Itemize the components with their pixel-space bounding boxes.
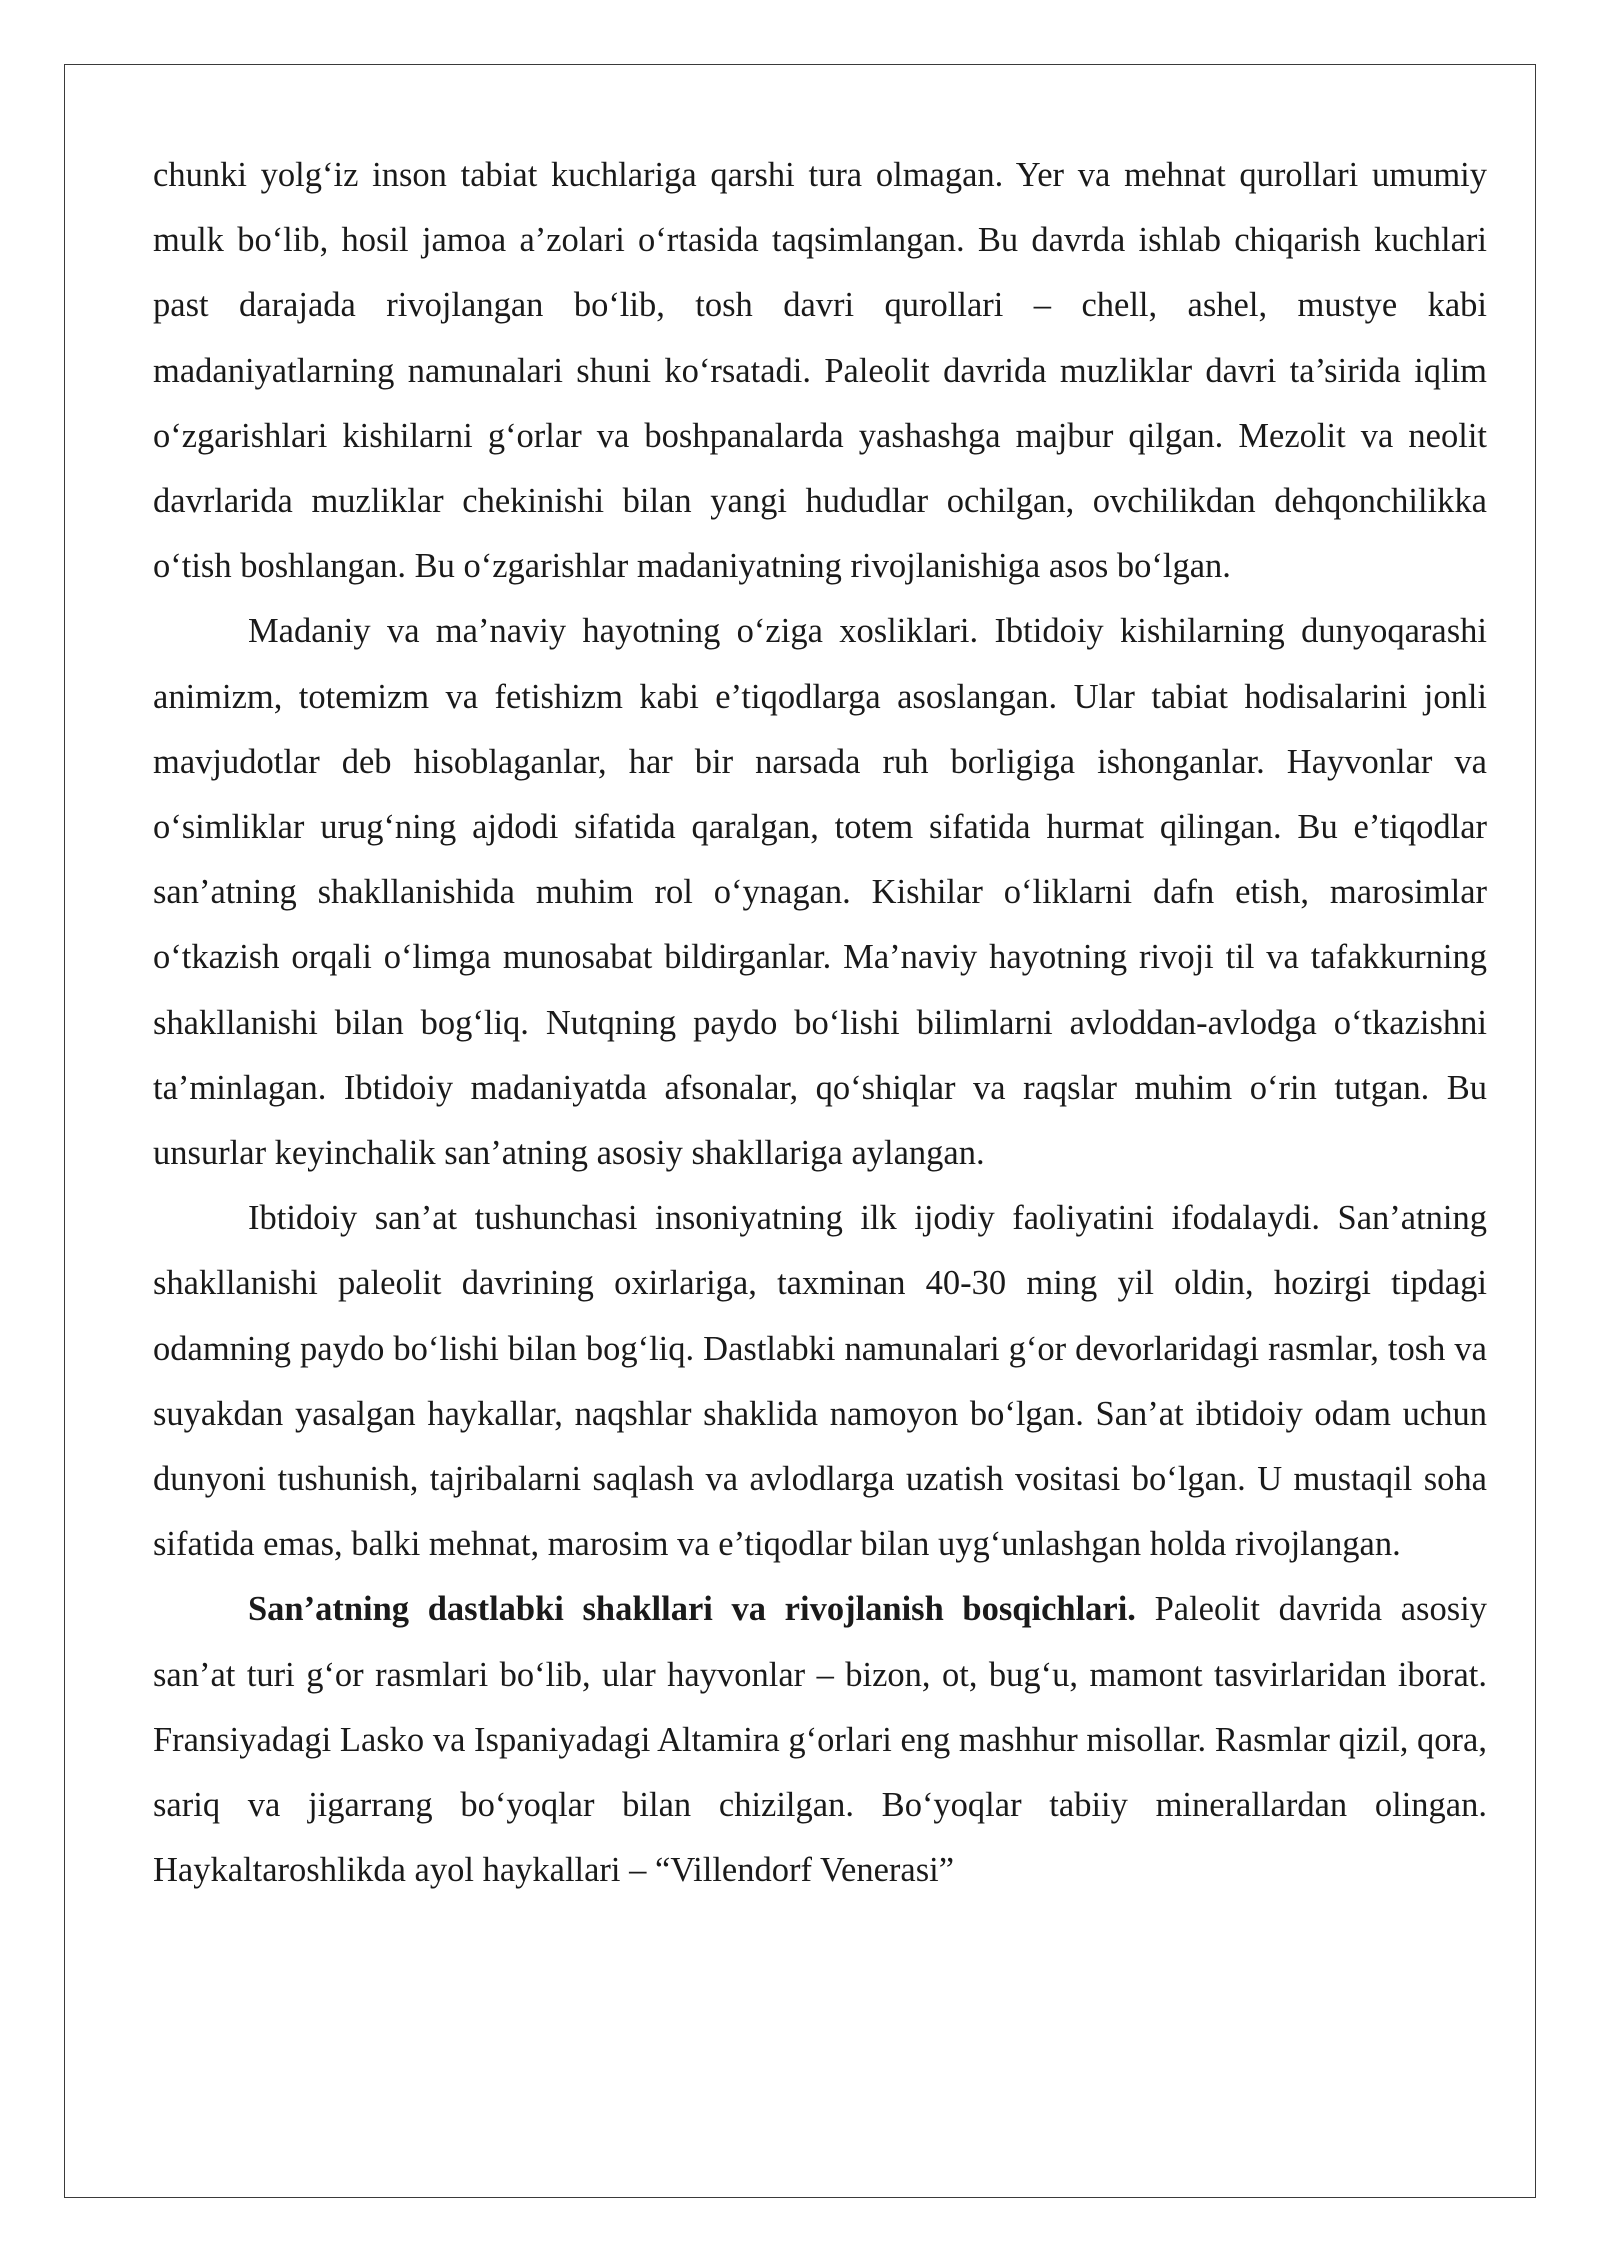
paragraph-4-text: Paleolit davrida asosiy san’at turi g‘or rasmlari bo‘lib, ular hayvonlar – bizon, ot, bug‘u, mamont tasvirlaridan iborat. Fransiyadagi Lasko va Ispaniyadagi Altamira g‘orlari eng mashhur misollar. Rasmlar qizil, qora, sariq va jigarrang bo‘yoqlar bilan chizilgan. Bo‘yoqlar tabiiy minerallardan olingan. Haykaltaroshlikda ayol haykallari – “Villendorf Venerasi” xyxy=(153,1590,1487,1890)
document-body xyxy=(153,143,1487,1903)
paragraph-3 xyxy=(153,1186,1487,1577)
paragraph-1-text: chunki yolg‘iz inson tabiat kuchlariga qarshi tura olmagan. Yer va mehnat qurollari umumiy mulk bo‘lib, hosil jamoa a’zolari o‘rtasida taqsimlangan. Bu davrda ishlab chiqarish kuchlari past darajada rivojlangan bo‘lib, tosh davri qurollari – chell, ashel, mustye kabi madaniyatlarning namunalari shuni ko‘rsatadi. Paleolit davrida muzliklar davri ta’sirida iqlim o‘zgarishlari kishilarni g‘orlar va boshpanalarda yashashga majbur qilgan. Mezolit va neolit davrlarida muzliklar chekinishi bilan yangi hududlar ochilgan, ovchilikdan dehqonchilikka o‘tish boshlangan. Bu o‘zgarishlar madaniyatning rivojlanishiga asos bo‘lgan. xyxy=(153,156,1487,586)
paragraph-1 xyxy=(153,143,1487,599)
paragraph-2-text: Madaniy va ma’naviy hayotning o‘ziga xosliklari. Ibtidoiy kishilarning dunyoqarashi animizm, totemizm va fetishizm kabi e’tiqodlarga asoslangan. Ular tabiat hodisalarini jonli mavjudotlar deb hisoblaganlar, har bir narsada ruh borligiga ishonganlar. Hayvonlar va o‘simliklar urug‘ning ajdodi sifatida qaralgan, totem sifatida hurmat qilingan. Bu e’tiqodlar san’atning shakllanishida muhim rol o‘ynagan. Kishilar o‘liklarni dafn etish, marosimlar o‘tkazish orqali o‘limga munosabat bildirganlar. Ma’naviy hayotning rivoji til va tafakkurning shakllanishi bilan bog‘liq. Nutqning paydo bo‘lishi bilimlarni avloddan-avlodga o‘tkazishni ta’minlagan. Ibtidoiy madaniyatda afsonalar, qo‘shiqlar va raqslar muhim o‘rin tutgan. Bu unsurlar keyinchalik san’atning asosiy shakllariga aylangan. xyxy=(153,612,1487,1173)
paragraph-3-text: Ibtidoiy san’at tushunchasi insoniyatning ilk ijodiy faoliyatini ifodalaydi. San’atning shakllanishi paleolit davrining oxirlariga, taxminan 40-30 ming yil oldin, hozirgi tipdagi odamning paydo bo‘lishi bilan bog‘liq. Dastlabki namunalari g‘or devorlaridagi rasmlar, tosh va suyakdan yasalgan haykallar, naqshlar shaklida namoyon bo‘lgan. San’at ibtidoiy odam uchun dunyoni tushunish, tajribalarni saqlash va avlodlarga uzatish vositasi bo‘lgan. U mustaqil soha sifatida emas, balki mehnat, marosim va e’tiqodlar bilan uyg‘unlashgan holda rivojlangan. xyxy=(153,1199,1487,1564)
section-heading-inline: San’atning dastlabki shakllari va rivojlanish bosqichlari. xyxy=(248,1590,1136,1629)
paragraph-4 xyxy=(153,1577,1487,1903)
paragraph-2 xyxy=(153,599,1487,1186)
